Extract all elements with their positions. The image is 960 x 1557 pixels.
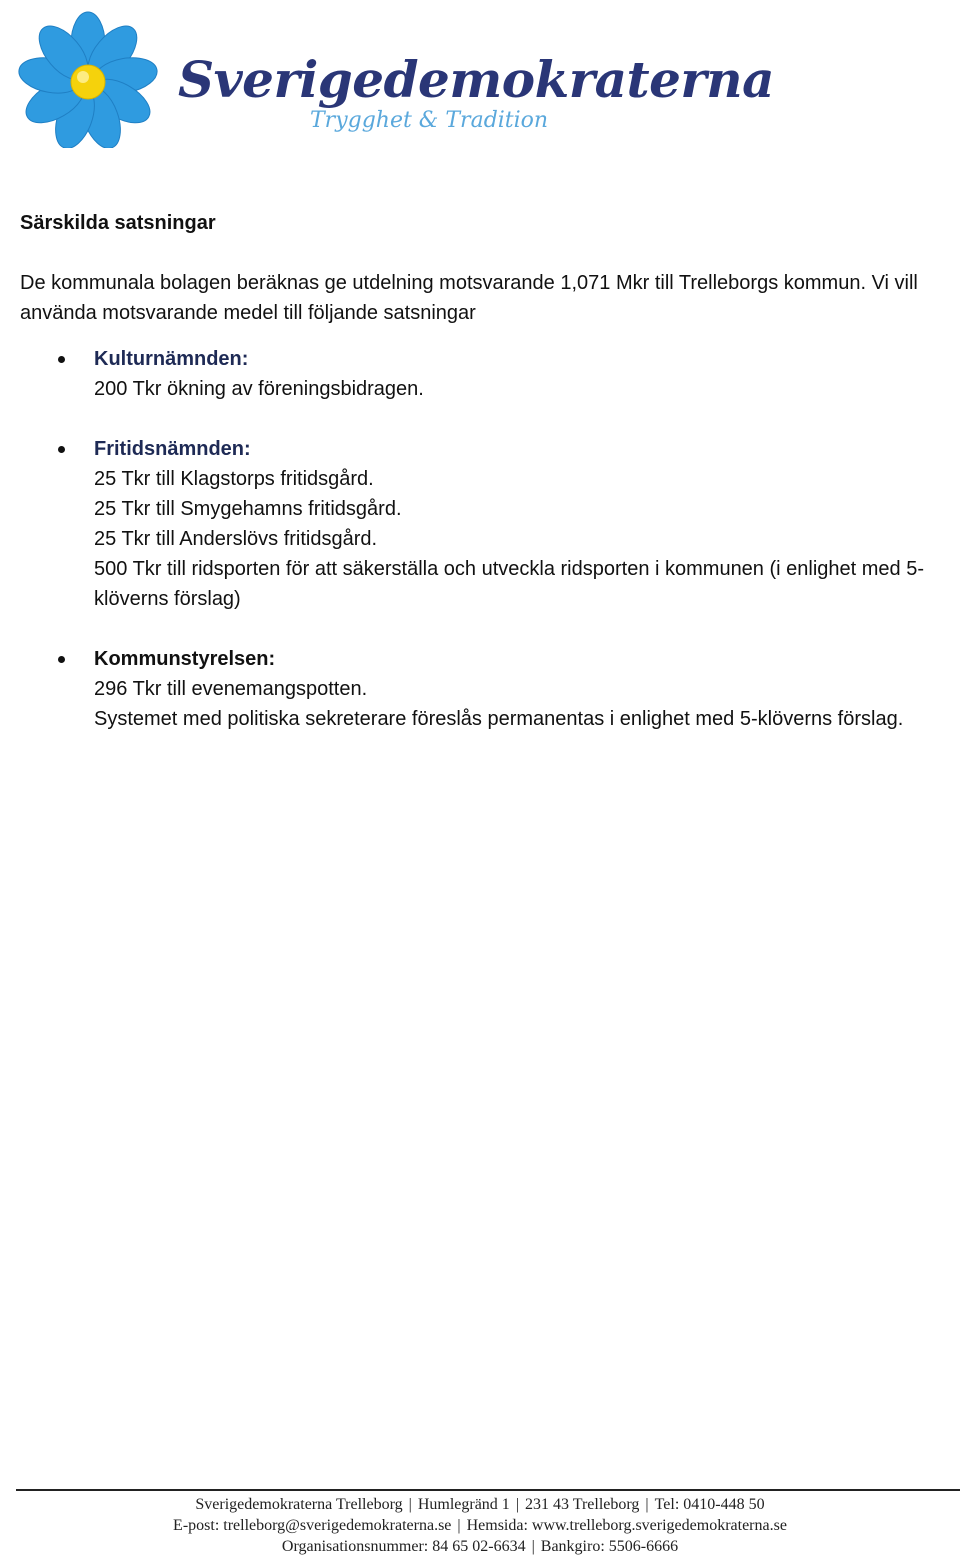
- item-line: 25 Tkr till Klagstorps fritidsgård.: [94, 468, 374, 490]
- list-item-fritidsnamnden: [20, 434, 940, 614]
- footer-line-registration: Organisationsnummer: 84 65 02-6634 | Bankgiro: 5506-6666: [281, 1538, 679, 1555]
- list-item-kulturnamnden: [20, 344, 940, 404]
- logo-wordmark: Sverigedemokraterna: [178, 50, 774, 109]
- investment-list: [20, 344, 940, 734]
- bullet-icon: [58, 446, 65, 453]
- footer: [0, 1494, 960, 1557]
- letterhead: [10, 8, 774, 158]
- item-line: 500 Tkr till ridsporten för att säkerställa och utveckla ridsporten i kommunen (i enlighet med 5-klöverns förslag): [94, 558, 925, 610]
- item-line: 25 Tkr till Smygehamns fritidsgård.: [94, 498, 402, 520]
- bullet-icon: [58, 656, 65, 663]
- footer-line-address: Sverigedemokraterna Trelleborg | Humlegränd 1 | 231 43 Trelleborg | Tel: 0410-448 50: [195, 1496, 765, 1513]
- footer-postal: 231 43 Trelleborg: [525, 1496, 640, 1513]
- footer-street: Humlegränd 1: [417, 1496, 510, 1513]
- footer-divider: [16, 1489, 960, 1491]
- footer-bankgiro: Bankgiro: 5506-6666: [540, 1538, 679, 1555]
- footer-website-link[interactable]: Hemsida: www.trelleborg.sverigedemokraterna.se: [466, 1517, 787, 1534]
- section-heading: Särskilda satsningar: [20, 212, 216, 234]
- footer-phone: Tel: 0410-448 50: [654, 1496, 765, 1513]
- footer-email-link[interactable]: E-post: trelleborg@sverigedemokraterna.se: [173, 1517, 452, 1534]
- item-line: Systemet med politiska sekreterare föreslås permanentas i enlighet med 5-klöverns förslag.: [94, 708, 904, 730]
- item-title: Fritidsnämnden:: [94, 438, 251, 460]
- document-body: [20, 208, 940, 764]
- logo-tagline: Trygghet & Tradition: [310, 108, 549, 133]
- item-title: Kulturnämnden:: [94, 348, 249, 370]
- footer-line-contact: E-post: trelleborg@sverigedemokraterna.se | Hemsida: www.trelleborg.sverigedemokraterna.se: [173, 1517, 787, 1534]
- footer-org-name: Sverigedemokraterna Trelleborg: [195, 1496, 403, 1513]
- item-title: Kommunstyrelsen:: [94, 648, 276, 670]
- list-item-kommunstyrelsen: [20, 644, 940, 734]
- item-line: 200 Tkr ökning av föreningsbidragen.: [94, 378, 424, 400]
- item-line: 25 Tkr till Anderslövs fritidsgård.: [94, 528, 378, 550]
- footer-org-number: Organisationsnummer: 84 65 02-6634: [281, 1538, 526, 1555]
- intro-paragraph: De kommunala bolagen beräknas ge utdelning motsvarande 1,071 Mkr till Trelleborgs kommun. Vi vill använda motsvarande medel till följande satsningar: [20, 272, 918, 324]
- item-line: 296 Tkr till evenemangspotten.: [94, 678, 368, 700]
- bullet-icon: [58, 356, 65, 363]
- flower-icon: [10, 8, 180, 148]
